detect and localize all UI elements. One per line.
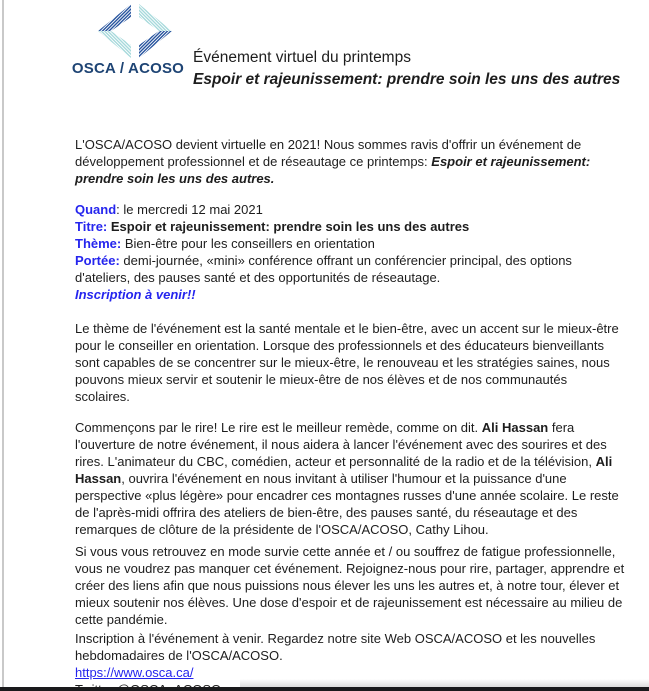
- text-line: [75, 201, 625, 218]
- text-run: Si vous vous retrouvez en mode survie cette année et / ou souffrez de fatigue professionnelle, vous ne voudrez pas manquer cet événement. Rejoignez-nous pour rire, partager, apprendre et créer des liens afin que nous puissions nous élever les uns les autres et, à notre tour, élever et mieux soutenir nos élèves. Une dose d'espoir et de rajeunissement est nécessaire au milieu de cette pandémie.: [75, 544, 625, 627]
- text-run: Ali Hassan: [75, 454, 613, 486]
- text-line: [75, 235, 625, 252]
- text-line: [75, 543, 625, 628]
- text-line: [75, 419, 625, 538]
- event-title: Événement virtuel du printemps: [193, 49, 411, 66]
- window-bottom-edge: [0, 687, 649, 691]
- text-run: Commençons par le rire! Le rire est le meilleur remède, comme on dit.: [75, 420, 482, 435]
- text-run: fera l'ouverture de notre événement, il nous aidera à lancer l'événement avec des sourires et des rires. L'animateur du CBC, comédien, acteur et personnalité de la radio et de la télévision,: [75, 420, 607, 469]
- text-run: , ouvrira l'événement en nous invitant à utiliser l'humour et la puissance d'une perspective «plus légère» pour encadrer ces montagnes russes d'une année scolaire. Le reste de l'après-midi offrira des ateliers de bien-être, des pauses santé, du réseautage et des remarques de clôture de la présidente de l'OSCA/ACOSO, Cathy Lihou.: [75, 471, 619, 537]
- text-run: Bien-être pour les conseillers en orientation: [121, 236, 375, 251]
- registration-block: [75, 630, 625, 691]
- text-run: Le thème de l'événement est la santé mentale et le bien-être, avec un accent sur le mieux-être pour le conseiller en orientation. Lorsque des professionnels et des éducateurs bienveillants sont capables de se concentrer sur le mieux-être, le renouveau et les stratégies saines, nous pouvons mieux servir et soutenir le mieux-être de nos élèves et de nos communautés scolaires.: [75, 321, 619, 404]
- text-run: Inscription à venir!!: [75, 287, 196, 302]
- osca-diamond-logo-icon: [97, 3, 173, 59]
- website-link[interactable]: https://www.osca.ca/: [75, 665, 194, 680]
- text-run: : le mercredi 12 mai 2021: [116, 202, 263, 217]
- text-run: Espoir et rajeunissement: prendre soin les uns des autres: [107, 219, 470, 234]
- survival-paragraph: [75, 543, 625, 628]
- keynote-paragraph: [75, 419, 625, 538]
- text-run: Thème:: [75, 236, 122, 251]
- window-left-edge: [2, 0, 4, 687]
- text-run: Ali Hassan: [481, 420, 549, 435]
- event-details: [75, 201, 625, 303]
- body-content: [75, 136, 625, 691]
- osca-logo-text: OSCA / ACOSO: [71, 60, 185, 77]
- text-line: [75, 218, 625, 235]
- text-line: [75, 320, 625, 405]
- intro-paragraph: [75, 136, 625, 187]
- text-run: L'OSCA/ACOSO devient virtuelle en 2021! Nous sommes ravis d'offrir un événement de développement professionnel et de réseautage ce printemps:: [75, 137, 582, 169]
- theme-paragraph: [75, 320, 625, 405]
- text-run: Inscription à l'événement à venir. Regardez notre site Web OSCA/ACOSO et les nouvelles hebdomadaires de l'OSCA/ACOSO.: [75, 631, 596, 663]
- text-run: Espoir et rajeunissement: prendre soin les uns des autres.: [75, 154, 591, 186]
- text-line: [75, 136, 625, 187]
- text-line: [75, 664, 625, 681]
- text-line: [75, 630, 625, 664]
- text-run: demi-journée, «mini» conférence offrant un conférencier principal, des options d'ateliers, des pauses santé et des opportunités de réseautage.: [75, 253, 572, 285]
- text-run: Titre:: [75, 219, 108, 234]
- text-run: Quand: [75, 202, 117, 217]
- event-subtitle: Espoir et rajeunissement: prendre soin les uns des autres: [193, 71, 621, 88]
- text-run: Portée:: [75, 253, 120, 268]
- text-line: [75, 252, 625, 286]
- text-line: [75, 286, 625, 303]
